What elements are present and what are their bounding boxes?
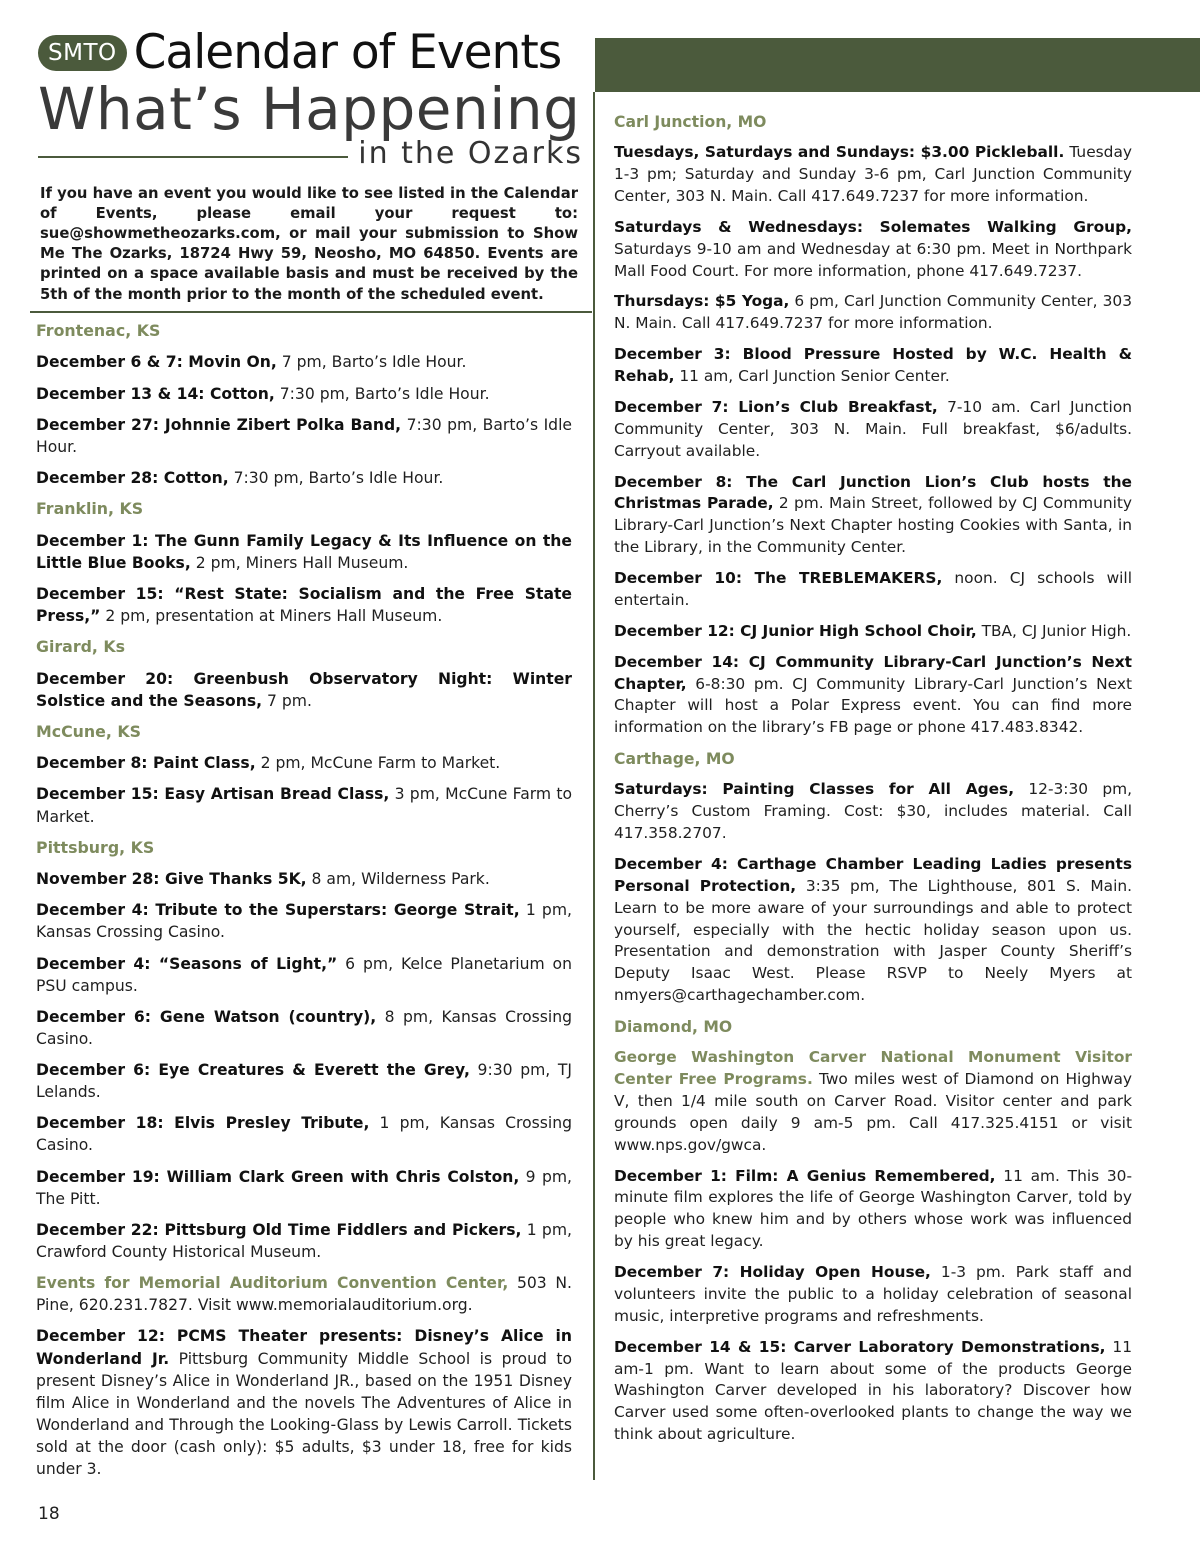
city-heading-pittsburg: Pittsburg, KS <box>36 837 155 857</box>
event-details: 7:30 pm, Barto’s Idle Hour. <box>228 468 444 487</box>
event-details: 2 pm, McCune Farm to Market. <box>255 754 501 773</box>
event-item <box>614 397 1132 463</box>
event-title: December 14: CJ Community Library-Carl Junction’s Next Chapter, <box>614 652 1132 693</box>
event-details: 11 am-1 pm. Want to learn about some of the products George Washington Carver developed in his laboratory? Discover how Carver used some often-overlooked plants to change the way we think about agriculture. <box>614 1337 1132 1444</box>
event-item <box>614 344 1132 388</box>
event-item <box>614 1337 1132 1446</box>
event-details: 9:30 pm, TJ Lelands. <box>36 1061 573 1102</box>
event-item <box>36 351 572 373</box>
event-details: 1 pm, Crawford County Historical Museum. <box>36 1220 572 1262</box>
event-details: 8 pm, Kansas Crossing Casino. <box>36 1007 572 1048</box>
smto-badge: SMTO <box>38 35 127 71</box>
event-item <box>614 568 1132 612</box>
city-heading-franklin: Franklin, KS <box>36 499 144 519</box>
event-title: December 12: PCMS Theater presents: Disney’s Alice in Wonderland Jr. <box>36 1327 572 1368</box>
right-column <box>614 111 1132 1455</box>
event-item <box>36 583 572 627</box>
event-item <box>36 1272 572 1316</box>
event-title: December 8: Paint Class, <box>36 754 256 773</box>
event-title: December 14 & 15: Carver Laboratory Demonstrations, <box>614 1337 1106 1356</box>
intro-divider <box>30 311 592 313</box>
event-details: 7 pm. <box>262 691 312 710</box>
event-item <box>614 1262 1132 1328</box>
event-title: Saturdays & Wednesdays: Solemates Walking Group, <box>614 217 1132 236</box>
event-details: 1 pm, Kansas Crossing Casino. <box>36 901 572 942</box>
event-details: 9 pm, The Pitt. <box>36 1167 572 1208</box>
event-item <box>36 1006 572 1050</box>
event-title: December 27: Johnnie Zibert Polka Band, <box>36 415 402 434</box>
event-title: December 22: Pittsburg Old Time Fiddlers and Pickers, <box>36 1220 522 1239</box>
event-item <box>614 652 1132 740</box>
event-details: 12-3:30 pm, Cherry’s Custom Framing. Cost: $30, includes material. Call 417.358.2707. <box>614 780 1133 843</box>
event-item <box>614 472 1132 560</box>
event-details: 2 pm, presentation at Miners Hall Museum. <box>100 606 443 625</box>
event-title: December 12: CJ Junior High School Choir, <box>614 621 977 640</box>
event-title: December 8: The Carl Junction Lion’s Club hosts the Christmas Parade, <box>614 472 1132 513</box>
event-title: December 6: Eye Creatures & Everett the Grey, <box>36 1061 470 1080</box>
city-heading-mccune: McCune, KS <box>36 721 142 741</box>
submission-instructions: If you have an event you would like to see listed in the Calendar of Events, please email your request to: sue@showmetheozarks.com, or mail your submission to Show Me The Ozarks, 18724 Hwy 59, Neosho, MO 64850. Events are printed on a space available basis and must be received by the 5th of the month prior to the month of the scheduled event. <box>40 185 578 303</box>
venue-heading: Events for Memorial Auditorium Convention Center, <box>36 1274 509 1293</box>
city-heading-diamond: Diamond, MO <box>614 1018 733 1037</box>
event-title: December 15: Easy Artisan Bread Class, <box>36 785 390 804</box>
event-details: Two miles west of Diamond on Highway V, then 1/4 mile south on Carver Road. Visitor center and park grounds open daily 9 am-5 pm. Call 417.325.4151 or visit www.nps.gov/gwca. <box>614 1070 1132 1154</box>
city-heading-carl-junction: Carl Junction, MO <box>614 113 767 131</box>
event-item <box>36 383 572 405</box>
event-item <box>614 779 1132 845</box>
event-details: 503 N. Pine, 620.231.7827. Visit www.memorialauditorium.org. <box>36 1274 572 1315</box>
event-details: 1-3 pm. Park staff and volunteers invite the public to a holiday celebration of seasonal music, interpretive programs and refreshments. <box>614 1263 1132 1325</box>
event-item <box>36 1219 572 1263</box>
event-item <box>36 1059 572 1103</box>
event-item <box>36 414 572 458</box>
city-heading-frontenac: Frontenac, KS <box>36 321 161 340</box>
event-title: December 4: Tribute to the Superstars: George Strait, <box>36 901 520 920</box>
event-details: 11 am. This 30-minute film explores the life of George Washington Carver, told by people who knew him and by others whose work was influenced by his great legacy. <box>614 1166 1133 1251</box>
page-header <box>38 25 583 172</box>
page-number: 18 <box>38 1504 60 1524</box>
event-item <box>614 291 1132 335</box>
event-item <box>36 1325 572 1480</box>
event-title: December 7: Holiday Open House, <box>614 1263 931 1282</box>
event-title: December 15: “Rest State: Socialism and the Free State Press,” <box>36 584 572 625</box>
event-title: December 20: Greenbush Observatory Night: Winter Solstice and the Seasons, <box>36 669 572 710</box>
event-item <box>614 854 1132 1007</box>
event-details: noon. CJ schools will entertain. <box>614 569 1132 609</box>
city-heading-girard: Girard, Ks <box>36 637 126 657</box>
event-details: 8 am, Wilderness Park. <box>306 870 490 889</box>
title-row <box>38 25 583 80</box>
event-details: 6 pm, Carl Junction Community Center, 303 N. Main. Call 417.649.7237 for more information. <box>614 292 1132 333</box>
event-details: 6-8:30 pm. CJ Community Library-Carl Junction’s Next Chapter will host a Polar Express event. You can find more information on the library’s FB page or phone 417.483.8342. <box>614 674 1132 737</box>
left-column <box>36 320 572 1489</box>
event-details: 7-10 am. Carl Junction Community Center, 303 N. Main. Full breakfast, $6/adults. Carryout available. <box>614 397 1132 460</box>
event-details: 3 pm, McCune Farm to Market. <box>36 785 572 826</box>
event-title: December 1: Film: A Genius Remembered, <box>614 1166 996 1185</box>
event-details: 7:30 pm, Barto’s Idle Hour. <box>274 384 490 403</box>
event-item <box>614 1047 1132 1156</box>
event-details: 7:30 pm, Barto’s Idle Hour. <box>36 415 572 456</box>
event-title: December 7: Lion’s Club Breakfast, <box>614 397 938 416</box>
event-item <box>36 752 572 774</box>
event-title: December 10: The TREBLEMAKERS, <box>614 569 943 588</box>
city-heading-carthage: Carthage, MO <box>614 750 735 769</box>
event-details: 7 pm, Barto’s Idle Hour. <box>276 353 467 372</box>
event-title: December 13 & 14: Cotton, <box>36 384 275 403</box>
event-item <box>614 217 1132 283</box>
event-item <box>614 142 1132 208</box>
event-title: December 4: “Seasons of Light,” <box>36 954 338 973</box>
event-details: Pittsburg Community Middle School is proud to present Disney’s Alice in Wonderland JR., based on the 1951 Disney film Alice in Wonderland and the novels The Adventures of Alice in Wonderland and Through the Looking-Glass by Lewis Carroll. Tickets sold at the door (cash only): $5 adults, $3 under 18, free for kids under 3. <box>36 1349 572 1479</box>
event-item <box>614 1166 1132 1254</box>
event-item <box>36 868 572 890</box>
event-item <box>36 1166 572 1210</box>
event-details: 11 am, Carl Junction Senior Center. <box>674 367 950 386</box>
event-title: Thursdays: $5 Yoga, <box>614 292 790 311</box>
event-item <box>36 953 572 997</box>
page-subheadline: in the Ozarks <box>358 136 583 172</box>
event-title: December 28: Cotton, <box>36 468 229 487</box>
event-details: 6 pm, Kelce Planetarium on PSU campus. <box>36 954 572 995</box>
page-title: Calendar of Events <box>133 25 562 80</box>
event-item <box>36 530 572 574</box>
event-details: TBA, CJ Junior High. <box>976 621 1132 640</box>
event-item <box>36 668 572 712</box>
event-item <box>36 467 572 489</box>
column-divider <box>593 92 595 1480</box>
event-details: Tuesday 1-3 pm; Saturday and Sunday 3-6 pm, Carl Junction Community Center, 303 N. Main. Call 417.649.7237 for more information. <box>614 143 1132 205</box>
event-details: 2 pm. Main Street, followed by CJ Community Library-Carl Junction’s Next Chapter hosting Cookies with Santa, in the Library, in the Community Center. <box>614 494 1132 557</box>
event-details: 2 pm, Miners Hall Museum. <box>190 553 409 572</box>
event-title: December 19: William Clark Green with Chris Colston, <box>36 1167 520 1186</box>
event-item <box>36 1112 572 1156</box>
header-accent-bar <box>595 38 1200 92</box>
event-title: December 3: Blood Pressure Hosted by W.C. Health & Rehab, <box>614 345 1132 386</box>
event-item <box>614 621 1132 643</box>
event-item <box>36 783 572 827</box>
venue-heading: George Washington Carver National Monument Visitor Center Free Programs. <box>614 1048 1132 1089</box>
event-details: Saturdays 9-10 am and Wednesday at 6:30 pm. Meet in Northpark Mall Food Court. For more information, phone 417.649.7237. <box>614 239 1132 280</box>
event-title: December 18: Elvis Presley Tribute, <box>36 1114 370 1133</box>
event-title: December 6 & 7: Movin On, <box>36 353 277 372</box>
event-title: Saturdays: Painting Classes for All Ages, <box>614 780 1015 799</box>
event-details: 3:35 pm, The Lighthouse, 801 S. Main. Learn to be more aware of your surroundings and able to protect yourself, especially with the hectic holiday season upon us. Presentation and demonstration with Jasper County Sheriff’s Deputy Isaac West. Please RSVP to Neely Myers at nmyers@carthagechamber.com. <box>614 876 1132 1005</box>
event-title: November 28: Give Thanks 5K, <box>36 870 307 889</box>
event-title: December 4: Carthage Chamber Leading Ladies presents Personal Protection, <box>614 854 1132 895</box>
event-item <box>36 899 572 943</box>
event-title: December 6: Gene Watson (country), <box>36 1007 377 1026</box>
page-headline: What’s Happening <box>38 75 581 144</box>
event-title: December 1: The Gunn Family Legacy & Its Influence on the Little Blue Books, <box>36 531 572 572</box>
subheadline-rule <box>38 156 348 158</box>
event-details: 1 pm, Kansas Crossing Casino. <box>36 1114 572 1155</box>
event-title: Tuesdays, Saturdays and Sundays: $3.00 Pickleball. <box>614 143 1065 162</box>
